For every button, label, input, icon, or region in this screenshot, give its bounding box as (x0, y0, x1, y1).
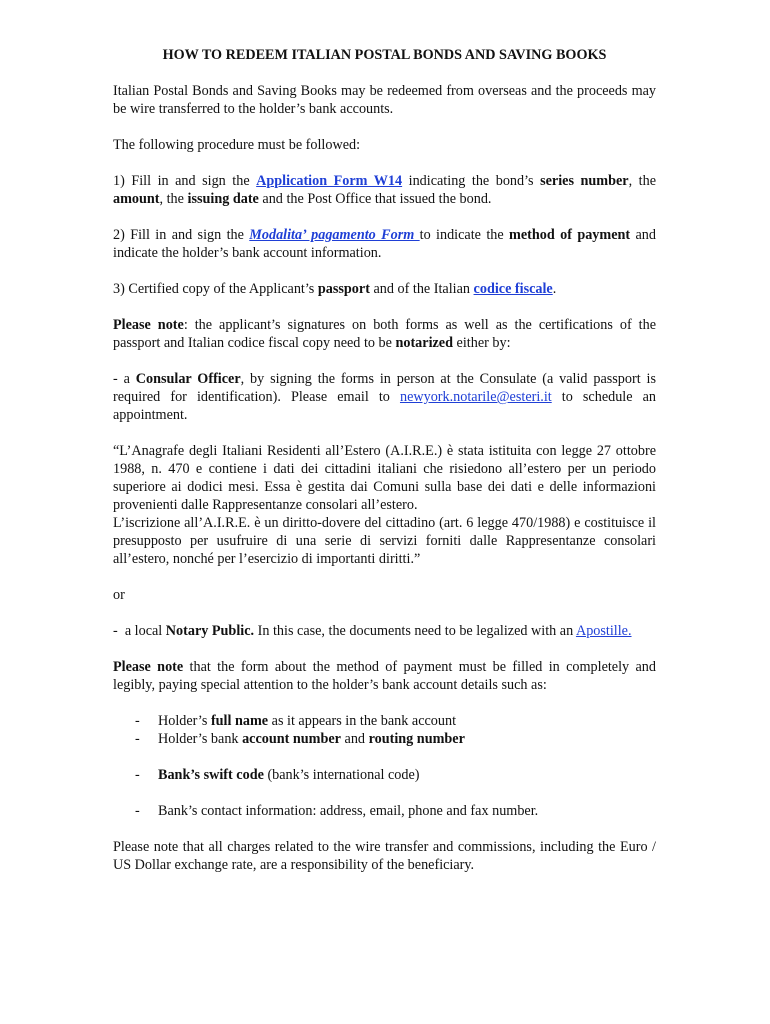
bank-details-list-swift (113, 766, 656, 784)
aire-quote (113, 442, 656, 568)
method-of-payment-emphasis: method of payment (509, 227, 631, 243)
list-item-contact-info: - Bank’s contact information: address, email, phone and fax number. (135, 802, 656, 820)
aire-quote-line-1: “L’Anagrafe degli Italiani Residenti all’Estero (A.I.R.E.) è stata istituita con legge 27 ottobre 1988, n. 470 e contiene i dati dei cittadini italiani che risiedono all’estero per un periodo superiore ai dodici mesi. Essa è gestita dai Comuni sulla base dei dati e delle informazioni provenienti dalle Rappresentanze consolari all’estero. (113, 443, 656, 513)
page-title: HOW TO REDEEM ITALIAN POSTAL BONDS AND SAVING BOOKS (162, 47, 607, 63)
list-item-full-name: - Holder’s full name as it appears in the bank account (135, 712, 656, 730)
application-form-w14-link[interactable]: Application Form W14 (256, 173, 403, 189)
series-number-emphasis: series number (540, 173, 629, 189)
list-item-swift-code: - Bank’s swift code (bank’s international code) (135, 766, 656, 784)
step-1: 1) Fill in and sign the Application Form W14 indicating the bond’s series number, the amount, the issuing date and the Post Office that issued the bond. (113, 173, 656, 207)
procedure-heading: The following procedure must be followed: (113, 137, 361, 153)
notarization-note: Please note: the applicant’s signatures on both forms as well as the certifications of the passport and Italian codice fiscal copy need to be notarized either by: (113, 317, 656, 351)
apostille-link[interactable]: Apostille. (575, 623, 632, 639)
issuing-date-emphasis: issuing date (187, 191, 259, 207)
step-2: 2) Fill in and sign the Modalita’ pagamento Form to indicate the method of payment and indicate the holder’s bank account information. (113, 227, 656, 261)
closing-paragraph: Please note that all charges related to the wire transfer and commissions, including the Euro / US Dollar exchange rate, are a responsibility of the beneficiary. (113, 839, 656, 873)
notarile-email-link[interactable]: newyork.notarile@esteri.it (399, 389, 552, 405)
passport-emphasis: passport (317, 281, 370, 297)
amount-emphasis: amount (113, 191, 160, 207)
bank-details-list (113, 712, 656, 748)
or-separator: or (113, 587, 125, 603)
modalita-pagamento-form-link[interactable]: Modalita’ pagamento Form (249, 227, 420, 243)
please-note-label: Please note (113, 317, 184, 333)
codice-fiscale-link[interactable]: codice fiscale (473, 281, 553, 297)
notary-public-emphasis: Notary Public. (165, 623, 255, 639)
consular-officer-option: - a Consular Officer, by signing the forms in person at the Consulate (a valid passport is required for identification). Please email to newyork.notarile@esteri.it to schedule an appointment. (113, 371, 657, 423)
aire-quote-line-2: L’iscrizione all’A.I.R.E. è un diritto-dovere del cittadino (art. 6 legge 470/1988) e costituisce il presupposto per usufruire di una serie di servizi forniti dalle Rappresentanze consolari all’estero, nonché per l’esercizio di importanti diritti.” (113, 515, 656, 567)
intro-paragraph: Italian Postal Bonds and Saving Books may be redeemed from overseas and the proceeds may be wire transferred to the holder’s bank accounts. (113, 83, 656, 117)
notarized-emphasis: notarized (395, 335, 453, 351)
bank-details-list-contact (113, 802, 656, 820)
step-3: 3) Certified copy of the Applicant’s passport and of the Italian codice fiscale. (113, 281, 557, 297)
list-item-account-number: - Holder’s bank account number and routing number (135, 730, 656, 748)
consular-officer-emphasis: Consular Officer (135, 371, 241, 387)
please-note-label-2: Please note (113, 659, 184, 675)
payment-form-note: Please note that the form about the method of payment must be filled in completely and legibly, paying special attention to the holder’s bank account details such as: (113, 659, 656, 693)
notary-public-option: - a local Notary Public. In this case, the documents need to be legalized with an Apostille. (113, 623, 632, 639)
